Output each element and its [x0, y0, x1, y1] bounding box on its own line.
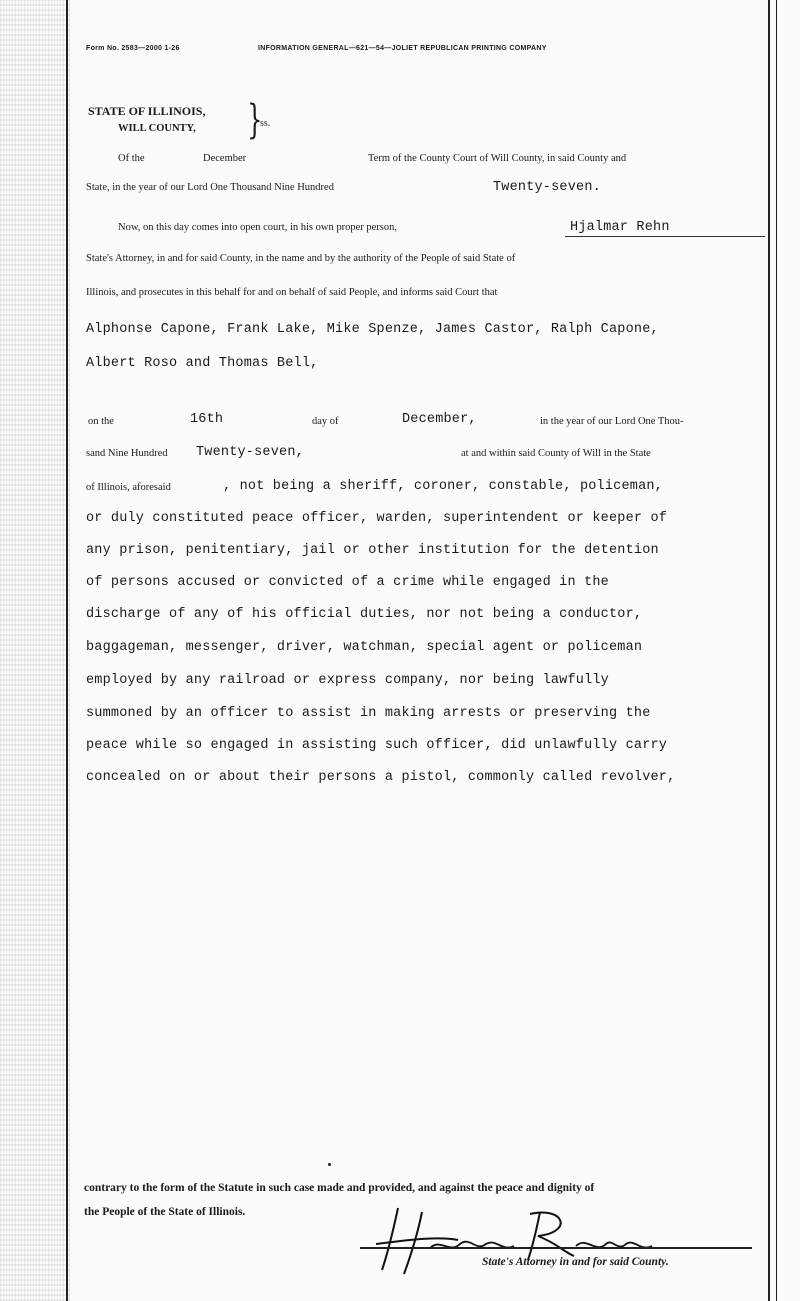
venue-county: WILL COUNTY,	[118, 123, 196, 134]
attorney-blank-line	[565, 236, 765, 237]
appearance-line1: Now, on this day comes into open court, in his own proper person,	[118, 222, 397, 233]
venue-ss: ss.	[260, 118, 271, 129]
right-margin-line	[768, 0, 770, 1301]
charge-line: any prison, penitentiary, jail or other institution for the detention	[86, 543, 659, 558]
right-margin-line-outer	[776, 0, 777, 1301]
form-number: Form No. 2583—2000 1-26	[86, 45, 180, 52]
closing-line1: contrary to the form of the Statute in such case made and provided, and against the peace and dignity of	[84, 1182, 595, 1194]
date-line3-typed: , not being a sheriff, coroner, constable, policeman,	[223, 479, 663, 494]
date-on-the: on the	[88, 416, 114, 427]
defendants-line2: Albert Roso and Thomas Bell,	[86, 356, 319, 371]
date-line2-prefix: sand Nine Hundred	[86, 448, 168, 459]
date-year-text: in the year of our Lord One Thou-	[540, 416, 684, 427]
charge-line: baggageman, messenger, driver, watchman, special agent or policeman	[86, 640, 643, 655]
date-line3-prefix: of Illinois, aforesaid	[86, 482, 171, 493]
date-month: December,	[402, 412, 477, 427]
date-line2-suffix: at and within said County of Will in the State	[461, 448, 651, 459]
left-margin-line	[66, 0, 68, 1301]
charge-line: of persons accused or convicted of a crime while engaged in the	[86, 575, 609, 590]
charge-line: concealed on or about their persons a pistol, commonly called revolver,	[86, 770, 676, 785]
attorney-typed-name: Hjalmar Rehn	[570, 220, 670, 235]
scan-noise	[0, 0, 70, 1301]
appearance-line2: State's Attorney, in and for said County, in the name and by the authority of the People of said State of	[86, 253, 516, 264]
ink-dot	[328, 1163, 331, 1166]
defendants-line1: Alphonse Capone, Frank Lake, Mike Spenze, James Castor, Ralph Capone,	[86, 322, 659, 337]
charge-line: peace while so engaged in assisting such officer, did unlawfully carry	[86, 738, 668, 753]
form-title: INFORMATION GENERAL—621—54—JOLIET REPUBLICAN PRINTING COMPANY	[258, 45, 547, 52]
signature-line	[360, 1247, 752, 1249]
term-line2: State, in the year of our Lord One Thousand Nine Hundred	[86, 182, 334, 193]
appearance-line3: Illinois, and prosecutes in this behalf for and on behalf of said People, and informs said Court that	[86, 287, 498, 298]
charge-line: employed by any railroad or express company, nor being lawfully	[86, 673, 609, 688]
closing-line2: the People of the State of Illinois.	[84, 1206, 246, 1218]
date-day: 16th	[190, 412, 224, 427]
charge-line: discharge of any of his official duties, nor not being a conductor,	[86, 607, 643, 622]
signature-caption: State's Attorney in and for said County.	[482, 1256, 669, 1268]
term-prefix: Of the	[118, 153, 145, 164]
charge-line: or duly constituted peace officer, warden, superintendent or keeper of	[86, 511, 668, 526]
venue-state: STATE OF ILLINOIS,	[88, 104, 206, 118]
date-day-of: day of	[312, 416, 339, 427]
brace-icon: }	[247, 97, 263, 143]
charge-line: summoned by an officer to assist in making arrests or preserving the	[86, 706, 651, 721]
date-year-typed: Twenty-seven,	[196, 445, 304, 460]
term-suffix: Term of the County Court of Will County, in said County and	[368, 153, 627, 164]
term-month: December	[203, 153, 247, 164]
term-year: Twenty-seven.	[493, 180, 601, 195]
